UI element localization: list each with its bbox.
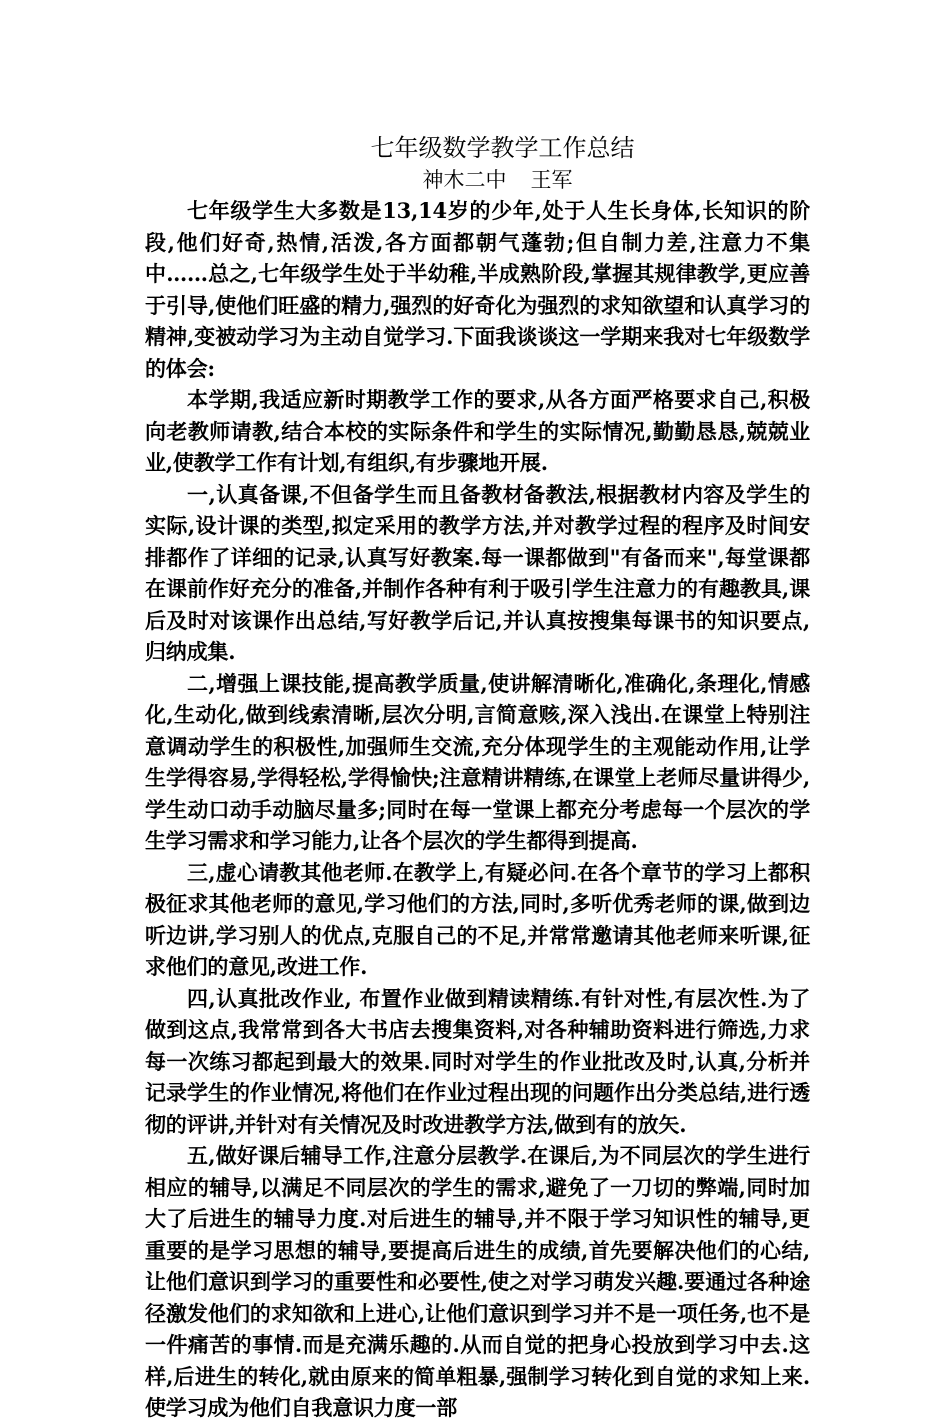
paragraph-homework: 四,认真批改作业, 布置作业做到精读精练.有针对性,有层次性.为了做到这点,我常常到各大书店去搜集资料,对各种辅助资料进行筛选,力求每一次练习都起到最大的效果.同时对学生的作业批改及时,认真,分析并记录学生的作业情况,将他们在作业过程出现的问题作出分类总结,进行透彻的评讲,并针对有关情况及时改进教学方法,做到有的放矢. bbox=[145, 985, 810, 1137]
paragraph-teaching-skills: 二,增强上课技能,提高教学质量,使讲解清晰化,准确化,条理化,情感化,生动化,做到线索清晰,层次分明,言简意赅,深入浅出.在课堂上特别注意调动学生的积极性,加强师生交流,充分体现学生的主观能动作用,让学生学得容易,学得轻松,学得愉快;注意精讲精练,在课堂上老师尽量讲得少,学生动口动手动脑尽量多;同时在每一堂课上都充分考虑每一个层次的学生学习需求和学习能力,让各个层次的学生都得到提高. bbox=[145, 670, 810, 853]
paragraph-tutoring: 五,做好课后辅导工作,注意分层教学.在课后,为不同层次的学生进行相应的辅导,以满足不同层次的学生的需求,避免了一刀切的弊端,同时加大了后进生的辅导力度.对后进生的辅导,并不限于学习知识性的辅导,更重要的是学习思想的辅导,要提高后进生的成绩,首先要解决他们的心结,让他们意识到学习的重要性和必要性,使之对学习萌发兴趣.要通过各种途径激发他们的求知欲和上进心,让他们意识到学习并不是一项任务,也不是一件痛苦的事情.而是充满乐趣的.从而自觉的把身心投放到学习中去.这样,后进生的转化,就由原来的简单粗暴,强制学习转化到自觉的求知上来.使学习成为他们自我意识力度一部 bbox=[145, 1143, 810, 1420]
school-name: 神木二中 bbox=[422, 168, 507, 192]
paragraph-semester: 本学期,我适应新时期教学工作的要求,从各方面严格要求自己,积极向老教师请教,结合本校的实际条件和学生的实际情况,勤勤恳恳,兢兢业业,使教学工作有计划,有组织,有步骤地开展. bbox=[145, 387, 810, 475]
document-page bbox=[145, 131, 810, 1424]
document-title: 七年级数学教学工作总结 bbox=[370, 134, 635, 162]
author-line bbox=[145, 165, 810, 195]
author-name: 王军 bbox=[530, 168, 573, 192]
paragraph-lesson-prep: 一,认真备课,不但备学生而且备教材备教法,根据教材内容及学生的实际,设计课的类型,拟定采用的教学方法,并对教学过程的程序及时间安排都作了详细的记录,认真写好教案.每一课都做到"有备而来",每堂课都在课前作好充分的准备,并制作各种有利于吸引学生注意力的有趣教具,课后及时对该课作出总结,写好教学后记,并认真按搜集每课书的知识要点,归纳成集. bbox=[145, 481, 810, 664]
paragraph-intro: 七年级学生大多数是13,14岁的少年,处于人生长身体,长知识的阶段,他们好奇,热情,活泼,各方面都朝气蓬勃;但自制力差,注意力不集中……总之,七年级学生处于半幼稚,半成熟阶段,掌握其规律教学,更应善于引导,使他们旺盛的精力,强烈的好奇化为强烈的求知欲望和认真学习的精神,变被动学习为主动自觉学习.下面我谈谈这一学期来我对七年级数学的体会: bbox=[145, 198, 810, 381]
paragraph-consult-teachers: 三,虚心请教其他老师.在教学上,有疑必问.在各个章节的学习上都积极征求其他老师的意见,学习他们的方法,同时,多听优秀老师的课,做到边听边讲,学习别人的优点,克服自己的不足,并常常邀请其他老师来听课,征求他们的意见,改进工作. bbox=[145, 859, 810, 979]
